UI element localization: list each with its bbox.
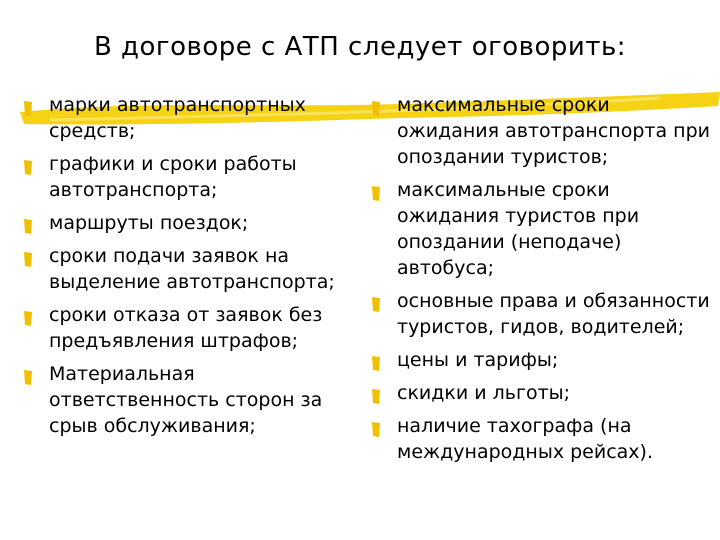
bullet-icon — [372, 182, 380, 197]
list-item — [24, 92, 354, 144]
list-item-text: сроки отказа от заявок без предъявления штрафов; — [49, 304, 323, 352]
list-item-text: цены и тарифы; — [397, 349, 559, 371]
bullet-icon — [24, 248, 32, 263]
list-item — [24, 243, 354, 295]
list-item-text: сроки подачи заявок на выделение автотранспорта; — [49, 245, 335, 293]
list-item — [372, 288, 717, 340]
bullet-icon — [372, 385, 380, 400]
bullet-icon — [24, 97, 32, 112]
list-item — [372, 347, 717, 373]
list-item-text: маршруты поездок; — [49, 212, 249, 234]
bullet-icon — [372, 418, 380, 433]
list-item-text: графики и сроки работы автотранспорта; — [49, 153, 297, 201]
bullet-icon — [372, 97, 380, 112]
list-item-text: скидки и льготы; — [397, 382, 571, 404]
list-item — [372, 380, 717, 406]
bullet-icon — [24, 366, 32, 381]
list-item — [372, 92, 717, 170]
bullet-icon — [24, 307, 32, 322]
list-item-text: максимальные сроки ожидания туристов при опоздании (неподаче) автобуса; — [397, 179, 640, 279]
list-item-text: максимальные сроки ожидания автотранспорта при опоздании туристов; — [397, 94, 710, 168]
list-item — [372, 413, 717, 465]
list-item — [24, 361, 354, 439]
list-item-text: Материальная ответственность сторон за срыв обслуживания; — [49, 363, 323, 437]
bullet-icon — [372, 293, 380, 308]
left-bullet-list — [24, 92, 354, 446]
list-item — [24, 302, 354, 354]
list-item — [372, 177, 717, 281]
list-item — [24, 151, 354, 203]
bullet-icon — [24, 156, 32, 171]
bullet-icon — [24, 215, 32, 230]
bullet-icon — [372, 352, 380, 367]
list-item — [24, 210, 354, 236]
list-item-text: основные права и обязанности туристов, гидов, водителей; — [397, 290, 710, 338]
slide-title: В договоре с АТП следует оговорить: — [93, 32, 627, 62]
list-item-text: наличие тахографа (на международных рейсах). — [397, 415, 653, 463]
right-bullet-list — [372, 92, 717, 472]
list-item-text: марки автотранспортных средств; — [49, 94, 306, 142]
